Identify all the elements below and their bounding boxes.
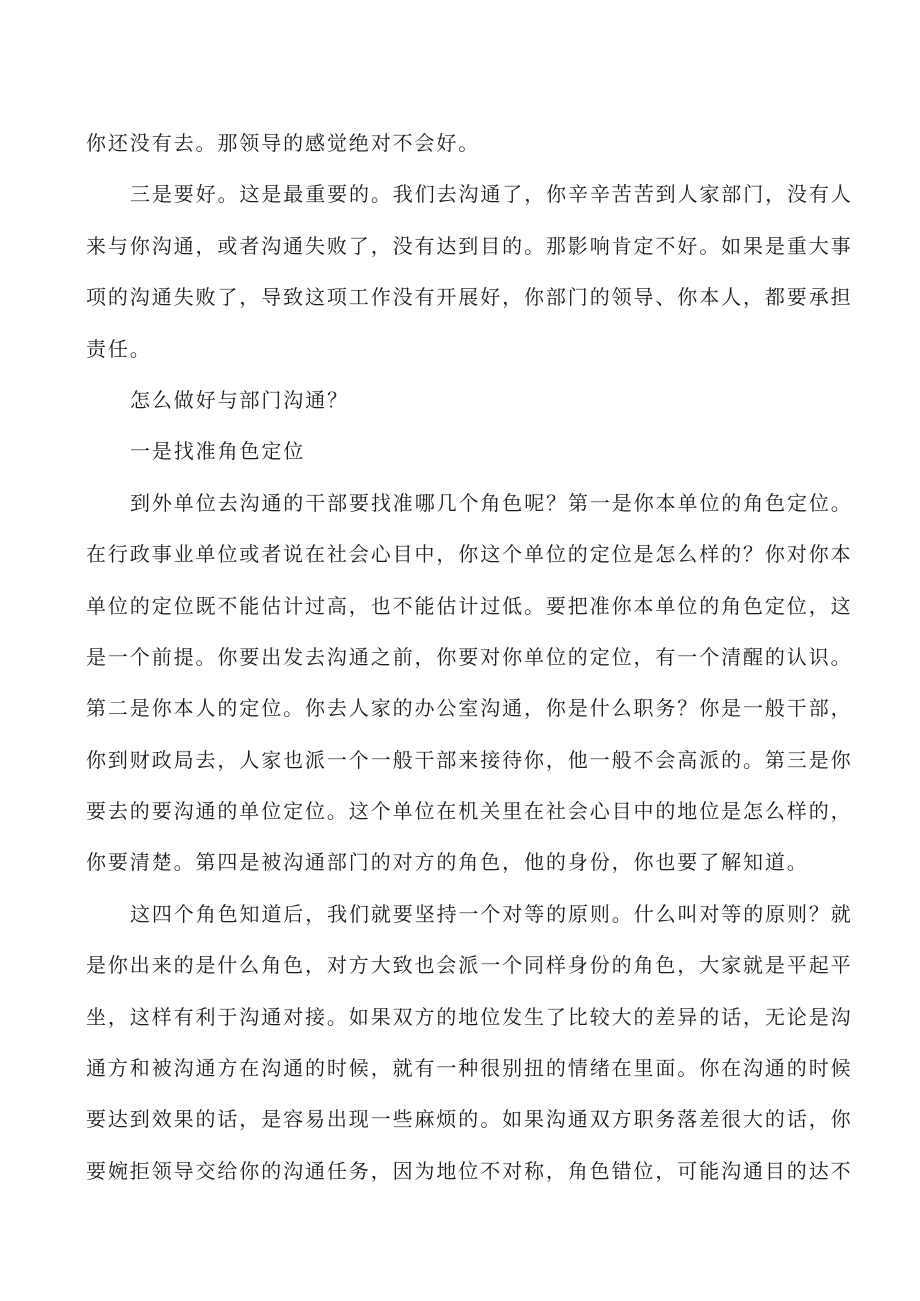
text-line: 三是要好。这是最重要的。我们去沟通了，你辛辛苦苦到人家部门，没有人 bbox=[130, 182, 853, 207]
paragraph-3 bbox=[86, 478, 856, 889]
text-line: 责任。 bbox=[86, 336, 152, 361]
text-line: 要达到效果的话，是容易出现一些麻烦的。如果沟通双方职务落差很大的话，你 bbox=[86, 1107, 853, 1132]
text-line: 到外单位去沟通的干部要找准哪几个角色呢？第一是你本单位的角色定位。 bbox=[130, 490, 853, 515]
text-line: 是你出来的是什么角色，对方大致也会派一个同样身份的角色，大家就是平起平 bbox=[86, 953, 853, 978]
text-line: 坐，这样有利于沟通对接。如果双方的地位发生了比较大的差异的话，无论是沟 bbox=[86, 1004, 853, 1029]
text-line: 要婉拒领导交给你的沟通任务，因为地位不对称，角色错位，可能沟通目的达不 bbox=[86, 1158, 853, 1183]
text-line: 要去的要沟通的单位定位。这个单位在机关里在社会心目中的地位是怎么样的， bbox=[86, 799, 853, 824]
paragraph-4 bbox=[86, 889, 856, 1197]
text-line: 在行政事业单位或者说在社会心目中，你这个单位的定位是怎么样的？你对你本 bbox=[86, 542, 853, 567]
paragraph-1 bbox=[86, 118, 856, 169]
text-line: 你到财政局去，人家也派一个一般干部来接待你，他一般不会高派的。第三是你 bbox=[86, 747, 853, 772]
text-line: 通方和被沟通方在沟通的时候，就有一种很别扭的情绪在里面。你在沟通的时候 bbox=[86, 1056, 853, 1081]
text-line: 是一个前提。你要出发去沟通之前，你要对你单位的定位，有一个清醒的认识。 bbox=[86, 644, 853, 669]
section-heading-point-one bbox=[86, 426, 856, 477]
paragraph-2 bbox=[86, 169, 856, 375]
text-line: 第二是你本人的定位。你去人家的办公室沟通，你是什么职务？你是一般干部， bbox=[86, 696, 853, 721]
text-line: 怎么做好与部门沟通？ bbox=[130, 387, 349, 412]
text-line: 你还没有去。那领导的感觉绝对不会好。 bbox=[86, 131, 481, 155]
text-line: 你要清楚。第四是被沟通部门的对方的角色，他的身份，你也要了解知道。 bbox=[86, 850, 809, 875]
text-line: 项的沟通失败了，导致这项工作没有开展好，你部门的领导、你本人，都要承担 bbox=[86, 285, 853, 310]
document-body bbox=[86, 118, 856, 1197]
text-line: 来与你沟通，或者沟通失败了，没有达到目的。那影响肯定不好。如果是重大事 bbox=[86, 233, 853, 258]
text-line: 一是找准角色定位 bbox=[130, 439, 306, 464]
text-line: 单位的定位既不能估计过高，也不能估计过低。要把准你本单位的角色定位，这 bbox=[86, 593, 853, 618]
section-heading-question bbox=[86, 375, 856, 426]
text-line: 这四个角色知道后，我们就要坚持一个对等的原则。什么叫对等的原则？就 bbox=[130, 901, 853, 926]
